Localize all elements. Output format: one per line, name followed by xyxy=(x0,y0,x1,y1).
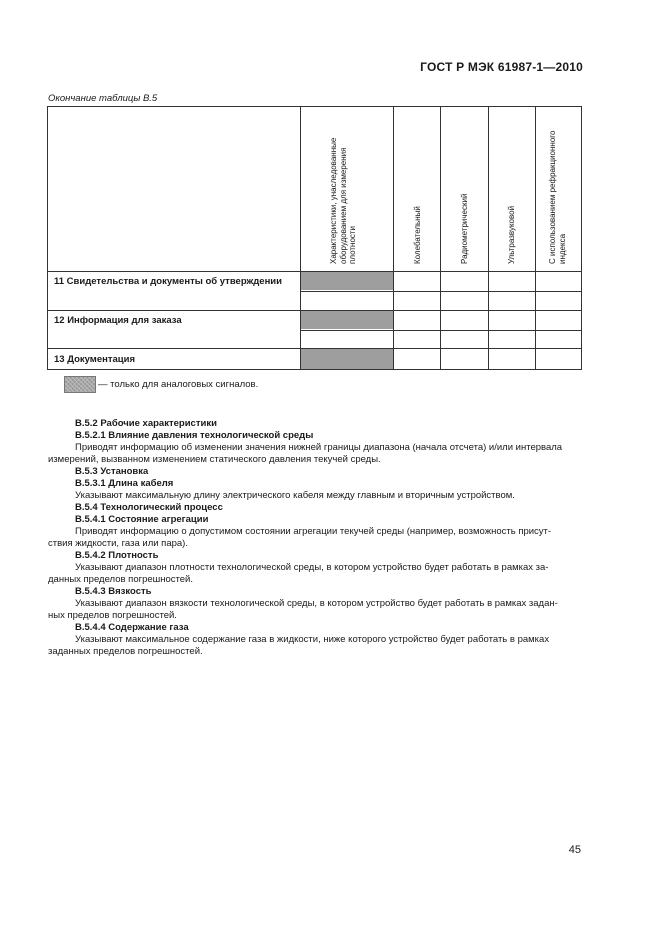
shaded-cell-row-11 xyxy=(300,272,393,290)
row-divider xyxy=(48,310,581,311)
paragraph-line: Приводят информацию об изменении значения нижней границы диапазона (начала отсчета) и/или интервала xyxy=(75,442,563,453)
row-divider xyxy=(48,348,581,349)
section-heading: В.5.4.4 Содержание газа xyxy=(75,622,189,633)
page-number: 45 xyxy=(568,844,581,856)
column-header-refractive-index: С использованием рефракционного индекса xyxy=(548,130,567,264)
section-heading: В.5.2.1 Влияние давления технологической среды xyxy=(75,430,314,441)
paragraph-line: Указывают максимальную длину электрического кабеля между главным и вторичным устройством. xyxy=(75,490,515,501)
section-heading: В.5.3 Установка xyxy=(75,466,149,477)
paragraph-line: Приводят информацию о допустимом состоянии агрегации текучей среды (например, возможность присут- xyxy=(75,526,552,537)
paragraph-line: данных пределов погрешностей. xyxy=(48,574,194,585)
row-divider xyxy=(300,291,581,292)
row-label-documentation: 13 Документация xyxy=(54,354,136,365)
section-heading: В.5.3.1 Длина кабеля xyxy=(75,478,174,489)
paragraph-line: заданных пределов погрешностей. xyxy=(48,646,203,657)
row-divider xyxy=(300,330,581,331)
row-label-approvals: 11 Свидетельства и документы об утверждении xyxy=(54,276,282,287)
section-heading: В.5.2 Рабочие характеристики xyxy=(75,418,217,429)
column-header-vibrating: Колебательный xyxy=(413,206,422,264)
row-label-ordering-info: 12 Информация для заказа xyxy=(54,315,182,326)
paragraph-line: ствия жидкости, газа или пара). xyxy=(48,538,188,549)
document-header: ГОСТ Р МЭК 61987-1—2010 xyxy=(420,60,583,74)
section-heading: В.5.4.1 Состояние агрегации xyxy=(75,514,209,525)
shaded-cell-row-13 xyxy=(300,349,393,369)
paragraph-line: Указывают диапазон плотности технологической среды, в котором устройство будет работать в рамках за- xyxy=(75,562,549,573)
table-caption: Окончание таблицы В.5 xyxy=(48,93,158,104)
paragraph-line: Указывают диапазон вязкости технологической среды, в котором устройство будет работать в рамках задан- xyxy=(75,598,558,609)
paragraph-line: ных пределов погрешностей. xyxy=(48,610,177,621)
paragraph-line: измерений, вызванном изменением статического давления текучей среды. xyxy=(48,454,381,465)
column-header-ultrasonic: Ультразвуковой xyxy=(507,205,516,264)
section-heading: В.5.4.3 Вязкость xyxy=(75,586,152,597)
legend-shading-swatch xyxy=(64,376,96,393)
column-header-characteristics: Характеристики, унаследованные оборудованием для измерения плотности xyxy=(329,137,357,264)
legend-text: — только для аналоговых сигналов. xyxy=(98,379,259,390)
column-header-radiometric: Радиометрический xyxy=(460,193,469,264)
section-heading: В.5.4.2 Плотность xyxy=(75,550,159,561)
row-divider xyxy=(48,271,581,272)
paragraph-line: Указывают максимальное содержание газа в жидкости, ниже которого устройство будет работать в рамках xyxy=(75,634,550,645)
shaded-cell-row-12 xyxy=(300,311,393,329)
table-b5 xyxy=(47,106,582,370)
section-heading: В.5.4 Технологический процесс xyxy=(75,502,223,513)
